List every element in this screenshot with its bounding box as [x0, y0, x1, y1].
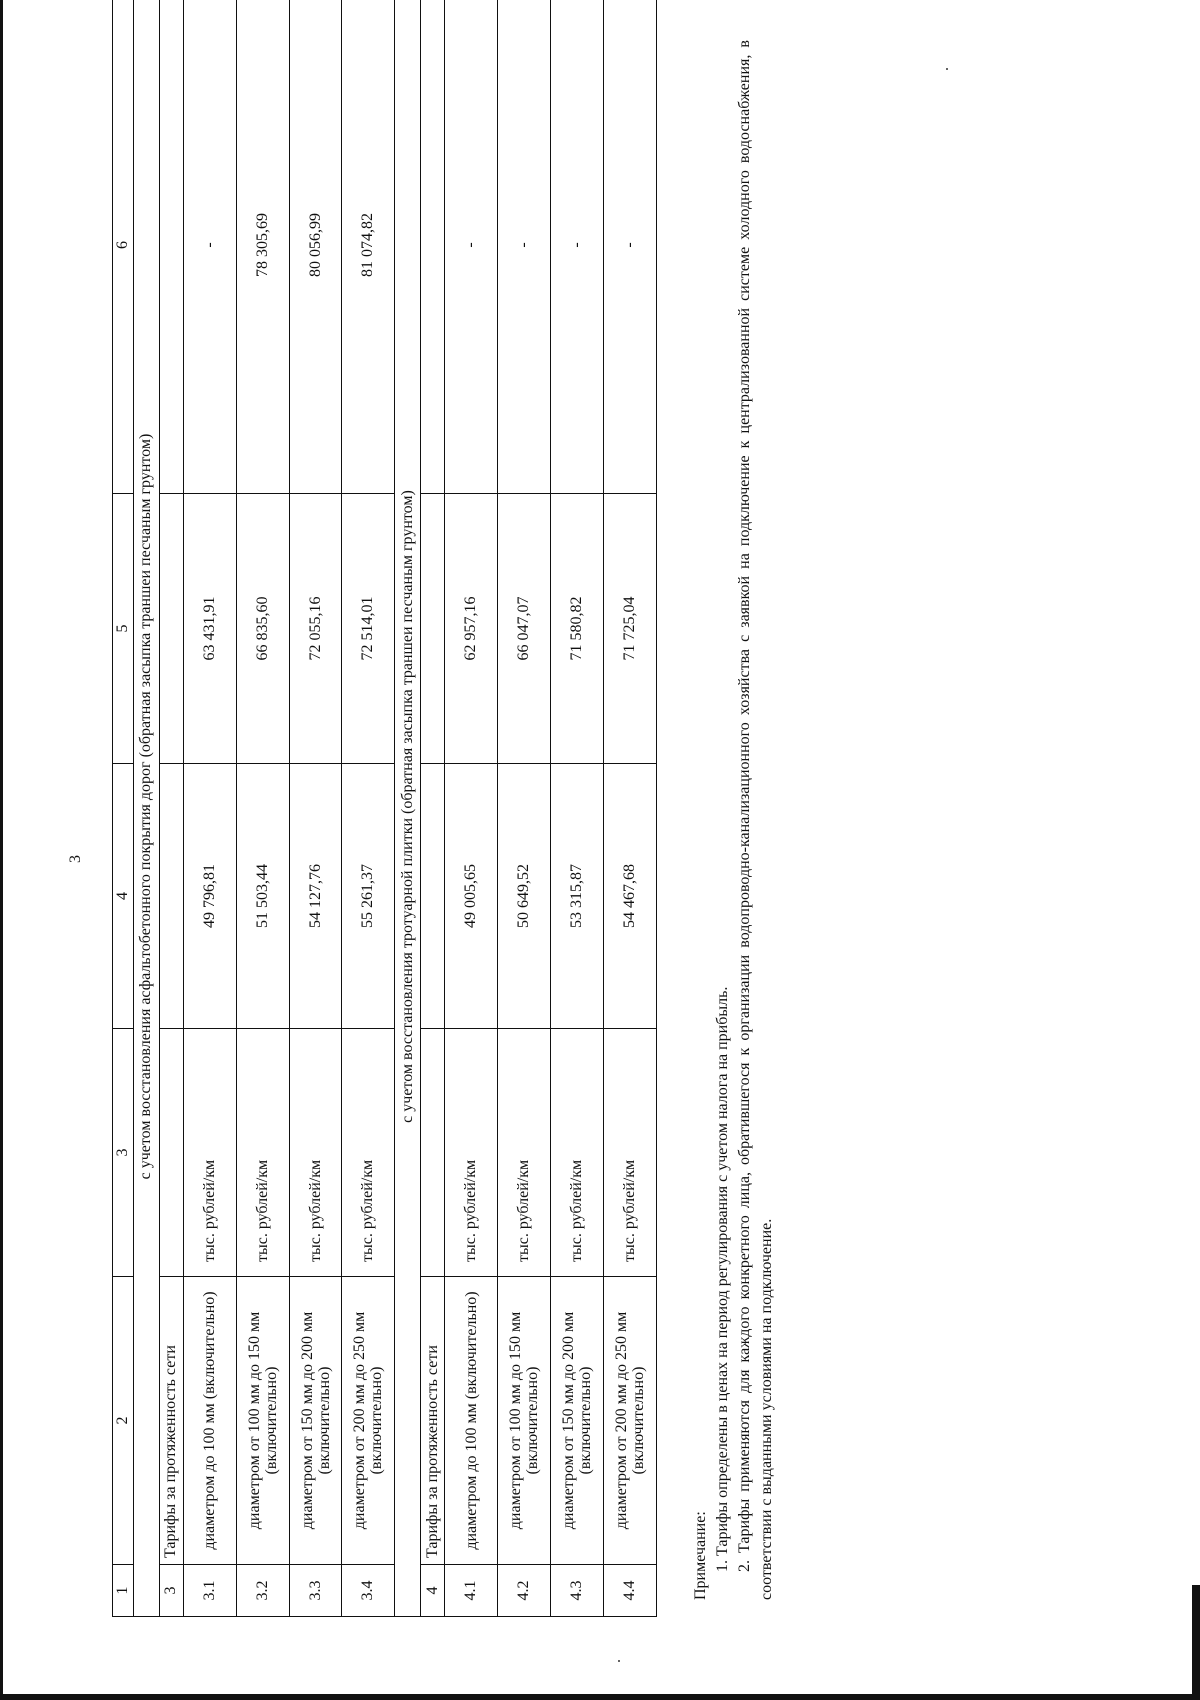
row-name: диаметром от 150 мм до 200 мм (включительно): [289, 1277, 342, 1565]
row-value-5: 71 725,04: [603, 494, 656, 764]
table-row: [236, 0, 289, 1617]
section-banner: [395, 0, 421, 1617]
row-value-6: -: [498, 0, 551, 494]
row-value-5: 71 580,82: [550, 494, 603, 764]
table-row: [342, 0, 395, 1617]
table-row: [498, 0, 551, 1617]
row-value-5: 63 431,91: [183, 494, 236, 764]
note-item: 1. Тарифы определены в ценах на период регулирования с учетом налога на прибыль.: [714, 986, 731, 1572]
section-title: с учетом восстановления тротуарной плитки (обратная засыпка траншеи песчаным грунтом): [395, 0, 421, 1617]
row-number: 4.3: [550, 1565, 603, 1617]
row-unit: тыс. рублей/км: [550, 1029, 603, 1277]
row-value-6: -: [183, 0, 236, 494]
scan-edge-bottom: [0, 1694, 1200, 1700]
table-row: [289, 0, 342, 1617]
row-unit: тыс. рублей/км: [603, 1029, 656, 1277]
row-name: диаметром до 100 мм (включительно): [445, 1277, 498, 1565]
group-number: 3: [159, 1565, 183, 1617]
row-unit: тыс. рублей/км: [183, 1029, 236, 1277]
scan-speck: [618, 1660, 620, 1662]
row-number: 4.4: [603, 1565, 656, 1617]
row-value-5: 72 514,01: [342, 494, 395, 764]
row-unit: тыс. рублей/км: [498, 1029, 551, 1277]
row-name: диаметром от 150 мм до 200 мм (включительно): [550, 1277, 603, 1565]
row-name: диаметром от 100 мм до 150 мм (включительно): [498, 1277, 551, 1565]
row-value-6: -: [445, 0, 498, 494]
row-value-6: 81 074,82: [342, 0, 395, 494]
row-number: 3.1: [183, 1565, 236, 1617]
row-value-4: 53 315,87: [550, 764, 603, 1029]
row-value-4: 49 796,81: [183, 764, 236, 1029]
group-label: Тарифы за протяженность сети: [159, 1277, 183, 1565]
row-name: диаметром от 200 мм до 250 мм (включительно): [342, 1277, 395, 1565]
col-header-2: 2: [113, 1277, 134, 1565]
row-number: 3.4: [342, 1565, 395, 1617]
table-row: [603, 0, 656, 1617]
row-unit: тыс. рублей/км: [289, 1029, 342, 1277]
section-title: с учетом восстановления асфальтобетонного покрытия дорог (обратная засыпка траншеи песчаным грунтом): [134, 0, 160, 1617]
col-header-5: 5: [113, 494, 134, 764]
scan-edge-right: [1192, 1585, 1200, 1700]
row-value-6: -: [603, 0, 656, 494]
row-unit: тыс. рублей/км: [445, 1029, 498, 1277]
tariff-table: [112, 0, 657, 1617]
row-number: 4.2: [498, 1565, 551, 1617]
row-name: диаметром от 200 мм до 250 мм (включительно): [603, 1277, 656, 1565]
row-value-4: 54 127,76: [289, 764, 342, 1029]
row-number: 4.1: [445, 1565, 498, 1617]
row-value-4: 54 467,68: [603, 764, 656, 1029]
col-header-1: 1: [113, 1565, 134, 1617]
row-value-6: 78 305,69: [236, 0, 289, 494]
row-value-4: 55 261,37: [342, 764, 395, 1029]
row-value-5: 62 957,16: [445, 494, 498, 764]
row-number: 3.2: [236, 1565, 289, 1617]
col-header-6: 6: [113, 0, 134, 494]
column-number-row: [113, 0, 134, 1617]
group-label: Тарифы за протяженность сети: [421, 1277, 445, 1565]
row-value-6: -: [550, 0, 603, 494]
row-value-4: 49 005,65: [445, 764, 498, 1029]
page-number: 3: [67, 855, 84, 863]
scan-speck: [946, 68, 948, 70]
row-value-6: 80 056,99: [289, 0, 342, 494]
table-row: [445, 0, 498, 1617]
col-header-4: 4: [113, 764, 134, 1029]
row-unit: тыс. рублей/км: [236, 1029, 289, 1277]
row-value-5: 72 055,16: [289, 494, 342, 764]
row-name: диаметром от 100 мм до 150 мм (включительно): [236, 1277, 289, 1565]
group-row: [421, 0, 445, 1617]
row-value-5: 66 835,60: [236, 494, 289, 764]
footnotes: [690, 40, 790, 1600]
table-row: [550, 0, 603, 1617]
group-row: [159, 0, 183, 1617]
row-number: 3.3: [289, 1565, 342, 1617]
notes-heading: Примечание:: [692, 1511, 709, 1600]
col-header-3: 3: [113, 1029, 134, 1277]
group-number: 4: [421, 1565, 445, 1617]
row-value-5: 66 047,07: [498, 494, 551, 764]
row-value-4: 50 649,52: [498, 764, 551, 1029]
row-name: диаметром до 100 мм (включительно): [183, 1277, 236, 1565]
section-banner: [134, 0, 160, 1617]
note-item: 2. Тарифы применяются для каждого конкретного лица, обратившегося к организации водопроводно-канализационного хозяйства с заявкой на подключение к централизованной системе холодного водоснабжения, в соответствии с выданными условиями на подключение.: [736, 40, 775, 1600]
row-unit: тыс. рублей/км: [342, 1029, 395, 1277]
row-value-4: 51 503,44: [236, 764, 289, 1029]
scan-edge-left: [0, 0, 3, 1700]
table-row: [183, 0, 236, 1617]
tariff-table-wrapper: [112, 0, 657, 1617]
